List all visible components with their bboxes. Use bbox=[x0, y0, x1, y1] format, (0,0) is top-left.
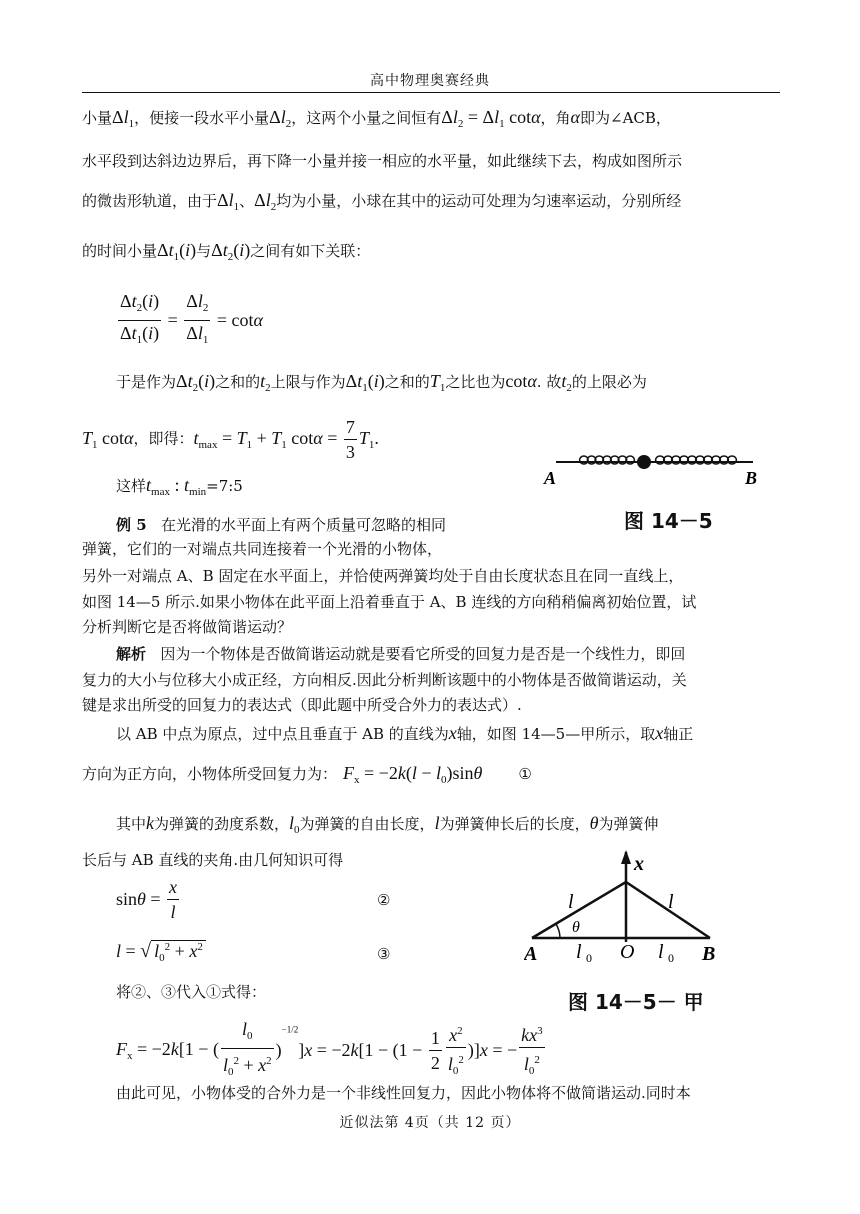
text-span: . 故 bbox=[536, 373, 562, 391]
text-span: 在光滑的水平面上有两个质量可忽略的相同 bbox=[160, 516, 446, 534]
math-T1: $T_1$ bbox=[429, 371, 446, 394]
equation-time-ratio: $\frac{\Delta t_2(i)}{\Delta t_1(i)}$ = $\frac{\Delta l_2}{\Delta l_1}$ = cotα bbox=[120, 291, 263, 346]
fig2-label-l0-right: l bbox=[658, 941, 664, 963]
text-span: 这样 bbox=[116, 477, 147, 495]
fig2-label-o: O bbox=[620, 941, 635, 963]
text-line-4 bbox=[82, 240, 370, 267]
equation-mark-2: ② bbox=[377, 891, 391, 909]
text-line-7 bbox=[116, 475, 243, 502]
text-span: 上限与作为 bbox=[270, 373, 346, 391]
math-dt1i: $\Delta t_1(i)$ bbox=[345, 371, 385, 394]
text-span: 小量 bbox=[82, 109, 113, 127]
math-dl1: $\Delta l_1$ bbox=[217, 190, 240, 213]
equation-sin-theta: sinθ = $\frac{x}{l}$ bbox=[116, 877, 178, 922]
math-dl2: $\Delta l_2$ bbox=[269, 107, 292, 130]
figure-14-5-jia-caption: 图 14－5－ 甲 bbox=[568, 990, 704, 1014]
substitute-line: 将②、③代入①式得： bbox=[116, 983, 267, 1001]
analysis-line-3: 键是求出所受的回复力的表达式（即此题中所受合外力的表达式）. bbox=[82, 696, 522, 714]
text-line-3 bbox=[82, 190, 681, 217]
math-l0: $l_0$ bbox=[289, 813, 300, 836]
example-line-2: 弹簧，它们的一对端点共同连接着一个光滑的小物体， bbox=[82, 540, 443, 558]
text-span: 于是作为 bbox=[116, 373, 177, 391]
text-span: 轴，如图 14—5—甲所示，取 bbox=[456, 725, 656, 743]
header-rule bbox=[82, 92, 780, 93]
text-line-6 bbox=[82, 416, 379, 463]
fig2-label-l0-left: l bbox=[576, 941, 582, 963]
equation-mark-3: ③ bbox=[377, 945, 391, 963]
figure-14-5-caption: 图 14－5 bbox=[624, 509, 713, 533]
text-span: 之比也为 bbox=[445, 373, 506, 391]
fig2-label-theta: θ bbox=[572, 919, 580, 936]
math-tmax-equation: $t_{max} = T_1 + T_1$ cotα = $\frac{7}{3}$ $T_1$. bbox=[193, 417, 379, 462]
equation-force-expansion: $F_x = -2k[1$ − ( $\frac{l_0}{l_0^2 + x^2}$ )$^{-1/2}$]x = −2k[1 − (1 − $\frac{1}{2}$ $\frac{x^2}{l_0^2}$ )]x = − $\frac{kx^3}{l_0^2}$ bbox=[116, 1019, 543, 1078]
where-line-1 bbox=[116, 813, 658, 840]
math-dl2: $\Delta l_2$ bbox=[254, 190, 277, 213]
text-span: 之和的 bbox=[215, 373, 261, 391]
example-line-3: 另外一对端点 A、B 固定在水平面上，并恰使两弹簧均处于自由长度状态且在同一直线上， bbox=[82, 567, 684, 585]
text-span: 、 bbox=[239, 192, 255, 210]
text-line-5 bbox=[116, 371, 647, 398]
math-relation: $\Delta l_2 = \Delta l_1$ cotα bbox=[441, 107, 541, 130]
text-span: 的上限必为 bbox=[571, 373, 647, 391]
equation-mark-1: ① bbox=[518, 765, 532, 783]
fig2-label-l-right: l bbox=[668, 891, 674, 913]
text-line-1 bbox=[82, 107, 671, 134]
math-alpha: α bbox=[570, 107, 580, 127]
example-line-4: 如图 14—5 所示.如果小物体在此平面上沿着垂直于 A、B 连线的方向稍稍偏离初始位置，试 bbox=[82, 593, 697, 611]
text-line-2: 水平段到达斜边边界后，再下降一小量并接一相应的水平量，如此继续下去，构成如图所示 bbox=[82, 152, 683, 170]
axis-line-1 bbox=[116, 723, 693, 744]
math-T1cot: $T_1$ cotα bbox=[82, 427, 134, 451]
math-theta: θ bbox=[589, 813, 599, 833]
text-span: =7:5 bbox=[206, 477, 243, 495]
math-dl1: $\Delta l_1$ bbox=[112, 107, 135, 130]
text-span: 之间有如下关联： bbox=[250, 242, 371, 260]
math-k: k bbox=[146, 813, 155, 833]
page-header-title: 高中物理奥赛经典 bbox=[370, 73, 490, 89]
fig2-label-b: B bbox=[702, 943, 716, 965]
text-span: 即为∠ACB， bbox=[580, 109, 671, 127]
text-span: ，这两个小量之间恒有 bbox=[291, 109, 442, 127]
equation-l-sqrt: l = √ $l_0^2 + x^2$ bbox=[116, 940, 206, 964]
math-x: x bbox=[448, 723, 457, 743]
math-l: l bbox=[434, 813, 440, 833]
text-span: ，即得： bbox=[133, 429, 194, 448]
math-t2: $t_2$ bbox=[260, 371, 271, 394]
small-object bbox=[637, 455, 651, 469]
math-cot: cotα bbox=[505, 371, 537, 391]
text-span: ，便接一段水平小量 bbox=[134, 109, 270, 127]
figure-14-5-jia bbox=[524, 850, 724, 968]
text-span: 为弹簧伸长后的长度， bbox=[439, 815, 590, 833]
text-span: 为弹簧的劲度系数， bbox=[154, 815, 290, 833]
text-span: 均为小量，小球在其中的运动可处理为匀速率运动，分别所经 bbox=[276, 192, 682, 210]
math-x: x bbox=[655, 723, 664, 743]
fig2-label-a: A bbox=[524, 943, 538, 965]
fig2-label-l-left: l bbox=[568, 891, 574, 913]
axis-line-2 bbox=[82, 763, 532, 790]
text-span: 之和的 bbox=[384, 373, 430, 391]
page-footer: 近似法第 4页（共 12 页） bbox=[339, 1115, 521, 1131]
text-span: 为弹簧伸 bbox=[598, 815, 659, 833]
math-dt2i: $\Delta t_2(i)$ bbox=[211, 240, 251, 263]
text-span: 轴正 bbox=[663, 725, 694, 743]
fig1-label-b: B bbox=[745, 468, 758, 488]
analysis-line-2: 复力的大小与位移大小成正经，方向相反.因此分析判断该题中的小物体是否做简谐运动，关 bbox=[82, 671, 687, 689]
text-span: 的时间小量 bbox=[82, 242, 158, 260]
conclusion-line: 由此可见，小物体受的合外力是一个非线性回复力，因此小物体将不做简谐运动.同时本 bbox=[116, 1084, 691, 1102]
text-span: 其中 bbox=[116, 815, 147, 833]
math-restoring-force: $F_x = -2k(l - l_0)\sin\theta$ bbox=[343, 763, 483, 786]
math-dt1i: $\Delta t_1(i)$ bbox=[157, 240, 197, 263]
analysis-label: 解析 bbox=[116, 645, 147, 663]
text-span: 与 bbox=[196, 242, 212, 260]
text-span: ，角 bbox=[540, 109, 571, 127]
text-span: 以 AB 中点为原点，过中点且垂直于 AB 的直线为 bbox=[116, 725, 449, 743]
fig2-label-x: x bbox=[634, 853, 644, 875]
fig2-sub-0-right: 0 bbox=[668, 951, 674, 965]
math-dt2i: $\Delta t_2(i)$ bbox=[176, 371, 216, 394]
math-ratio: $t_{max}$ : $t_{min}$ bbox=[146, 475, 207, 498]
fig1-label-a: A bbox=[544, 468, 557, 488]
text-span: 因为一个物体是否做简谐运动就是要看它所受的回复力是否是一个线性力，即回 bbox=[160, 645, 686, 663]
text-span: 的微齿形轨道，由于 bbox=[82, 192, 218, 210]
text-span: 为弹簧的自由长度， bbox=[299, 815, 435, 833]
math-t2: $t_2$ bbox=[561, 371, 572, 394]
analysis-line-1 bbox=[116, 644, 685, 664]
fig2-sub-0-left: 0 bbox=[586, 951, 592, 965]
example-line-1 bbox=[116, 515, 446, 535]
text-span: 方向为正方向，小物体所受回复力为： bbox=[82, 765, 338, 783]
example-line-5: 分析判断它是否将做简谐运动？ bbox=[82, 618, 293, 636]
where-line-2: 长后与 AB 直线的夹角.由几何知识可得 bbox=[82, 851, 344, 869]
example-label: 例 5 bbox=[116, 516, 147, 534]
